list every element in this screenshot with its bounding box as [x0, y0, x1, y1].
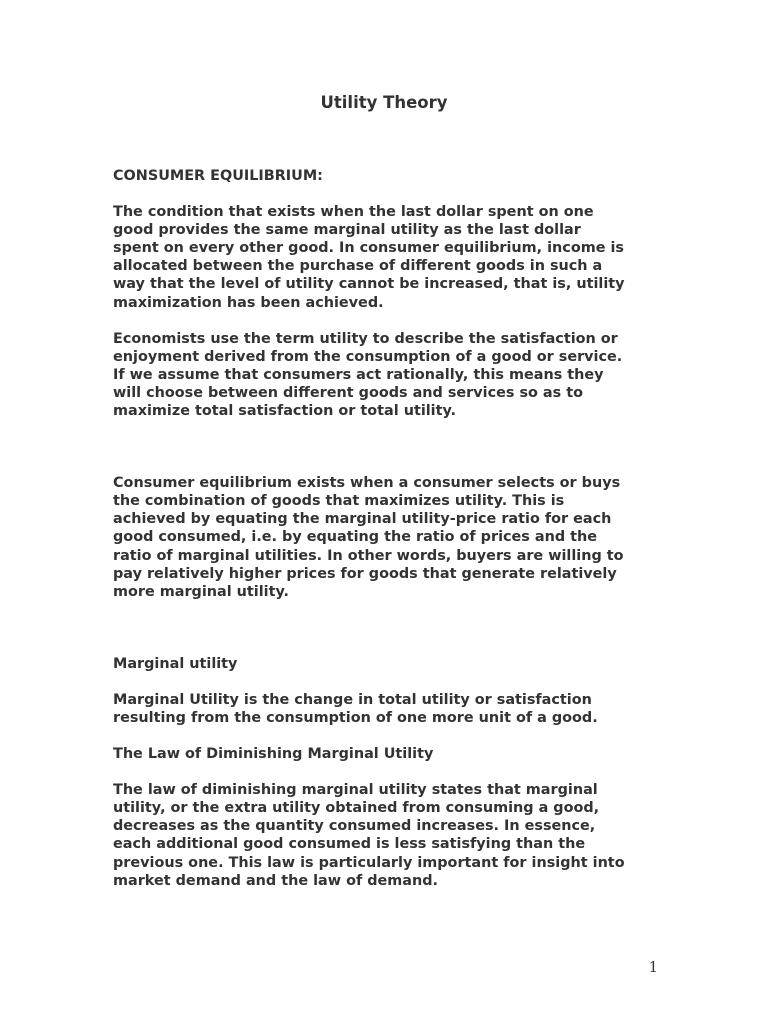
section-heading-consumer-equilibrium: CONSUMER EQUILIBRIUM: [113, 168, 323, 184]
page-number: 1 [648, 960, 658, 976]
section-heading-law-diminishing: The Law of Diminishing Marginal Utility [113, 746, 434, 763]
paragraph-utility-term: Economists use the term utility to describe the satisfaction or enjoyment derived from the consumption of a good or service. If we assume that consumers act rationally, this means they will choose between different goods and services so as to maximize total satisfaction or total utility. [113, 330, 623, 420]
paragraph-marginal-utility: Marginal Utility is the change in total utility or satisfaction resulting from the consumption of one more unit of a good. [113, 691, 598, 726]
paragraph-equilibrium-exists: Consumer equilibrium exists when a consumer selects or buys the combination of goods that maximizes utility. This is achieved by equating the marginal utility-price ratio for each good consumed, i.e. by equating the ratio of prices and the ratio of marginal utilities. In other words, buyers are willing to pay relatively higher prices for goods that generate relatively more marginal utility. [113, 475, 624, 600]
paragraph-law-diminishing: The law of diminishing marginal utility states that marginal utility, or the extra utility obtained from consuming a good, decreases as the quantity consumed increases. In essence, each additional good consumed is less satisfying than the previous one. This law is particularly important for insight into market demand and the law of demand. [113, 782, 625, 889]
document-title: Utility Theory [320, 93, 448, 112]
paragraph-definition: The condition that exists when the last dollar spent on one good provides the same marginal utility as the last dollar spent on every other good. In consumer equilibrium, income is allocated between the purchase of different goods in such a way that the level of utility cannot be increased, that is, utility maximization has been achieved. [113, 204, 625, 311]
section-heading-marginal-utility: Marginal utility [113, 655, 238, 672]
document-body [113, 167, 673, 890]
